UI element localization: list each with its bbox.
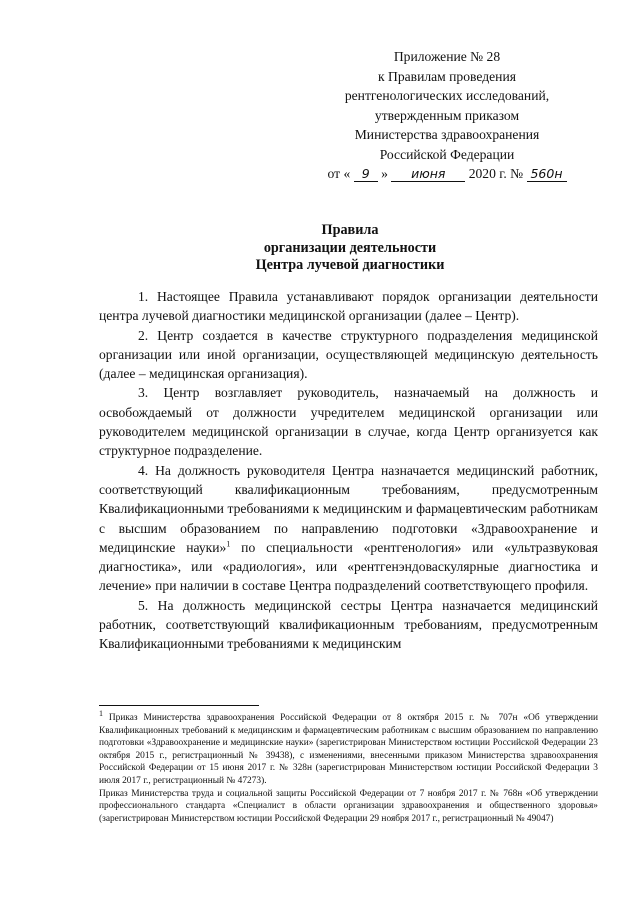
footnote-1-marker: 1 [99, 708, 103, 718]
paragraph-1: 1. Настоящее Правила устанавливают порядок организации деятельности центра лучевой диагностики медицинской организации (далее – Центр). [99, 289, 598, 324]
header-line-rules: к Правилам проведения [378, 68, 516, 84]
paragraph-4-part-a: 4. На должность руководителя Центра назначается медицинский работник, соответствующий квалификационным требованиям, предусмотренным Квалификационными требованиями к медицинским и фармацевтическим работникам с высшим образованием по направлению подготовки «Здравоохранение и медицинские науки» [99, 462, 598, 555]
header-line-federation: Российской Федерации [379, 146, 515, 162]
header-line-ministry: Министерства здравоохранения [354, 127, 540, 142]
paragraph-2: 2. Центр создается в качестве структурного подразделения медицинской организации или иной организации, осуществляющей медицинскую деятельность (далее – медицинская организация). [99, 327, 598, 382]
title-line-3: Центра лучевой диагностики [255, 257, 445, 273]
date-year: 2020 г. № [468, 166, 524, 181]
footnotes [99, 708, 598, 825]
title-line-2: организации деятельности [263, 239, 437, 256]
document-body [99, 287, 598, 654]
footnote-1 [99, 708, 598, 788]
paragraph-4 [99, 461, 598, 596]
footnote-2: Приказ Министерства труда и социальной защиты Российской Федерации от 7 ноября 2017 г. № 768н «Об утверждении профессионального стандарта «Специалист в области организации здравоохранения и общественного здоровья» (зарегистрирован Министерством юстиции Российской Федерации 29 ноября 2017 г., регистрационный № 49047) [99, 788, 598, 824]
header-line-approved: утвержденным приказом [374, 107, 520, 123]
order-number-handwritten: 560н [527, 167, 567, 182]
header-date-line [308, 164, 586, 184]
paragraph-5: 5. На должность медицинской сестры Центра назначается медицинский работник, соответствующий квалификационным требованиям, предусмотренным Квалификационными требованиями к медицинским [99, 597, 598, 652]
footnote-separator [99, 705, 259, 706]
date-day-handwritten: 9 [354, 167, 378, 182]
date-middle: » [381, 166, 388, 181]
date-prefix: от « [327, 166, 351, 181]
date-month-handwritten: июня [391, 167, 465, 182]
header-line-research: рентгенологических исследований, [344, 88, 550, 103]
paragraph-3: 3. Центр возглавляет руководитель, назначаемый на должность и освобождаемый от должности учредителем медицинской организации или руководителем медицинской организации в случае, когда Центр организуется как структурное подразделение. [99, 385, 598, 459]
footnote-1-text: Приказ Министерства здравоохранения Российской Федерации от 8 октября 2015 г. № 707н «Об утверждении Квалификационных требований к медицинским и фармацевтическим работникам с высшим образованием по направлению подготовки «Здравоохранение и медицинские науки» (зарегистрирован Министерством юстиции Российской Федерации 23 октября 2015 г., регистрационный № 39438), с изменениями, внесенными приказом Министерства здравоохранения Российской Федерации от 15 июня 2017 г. № 328н (зарегистрирован Министерством юстиции Российской Федерации 3 июля 2017 г., регистрационный № 47273). [99, 713, 598, 786]
title-line-1: Правила [321, 222, 379, 238]
document-title [90, 222, 610, 275]
paragraph-4-part-b: по специальности «рентгенология» или «ультразвуковая диагностика», или «радиология», или «рентгенэндоваскулярные диагностика и лечение» при наличии в составе Центра подразделений соответствующего профиля. [99, 539, 598, 594]
footnote-ref-1[interactable]: 1 [226, 539, 231, 549]
appendix-header [308, 47, 586, 184]
header-line-appendix: Приложение № 28 [393, 49, 501, 64]
